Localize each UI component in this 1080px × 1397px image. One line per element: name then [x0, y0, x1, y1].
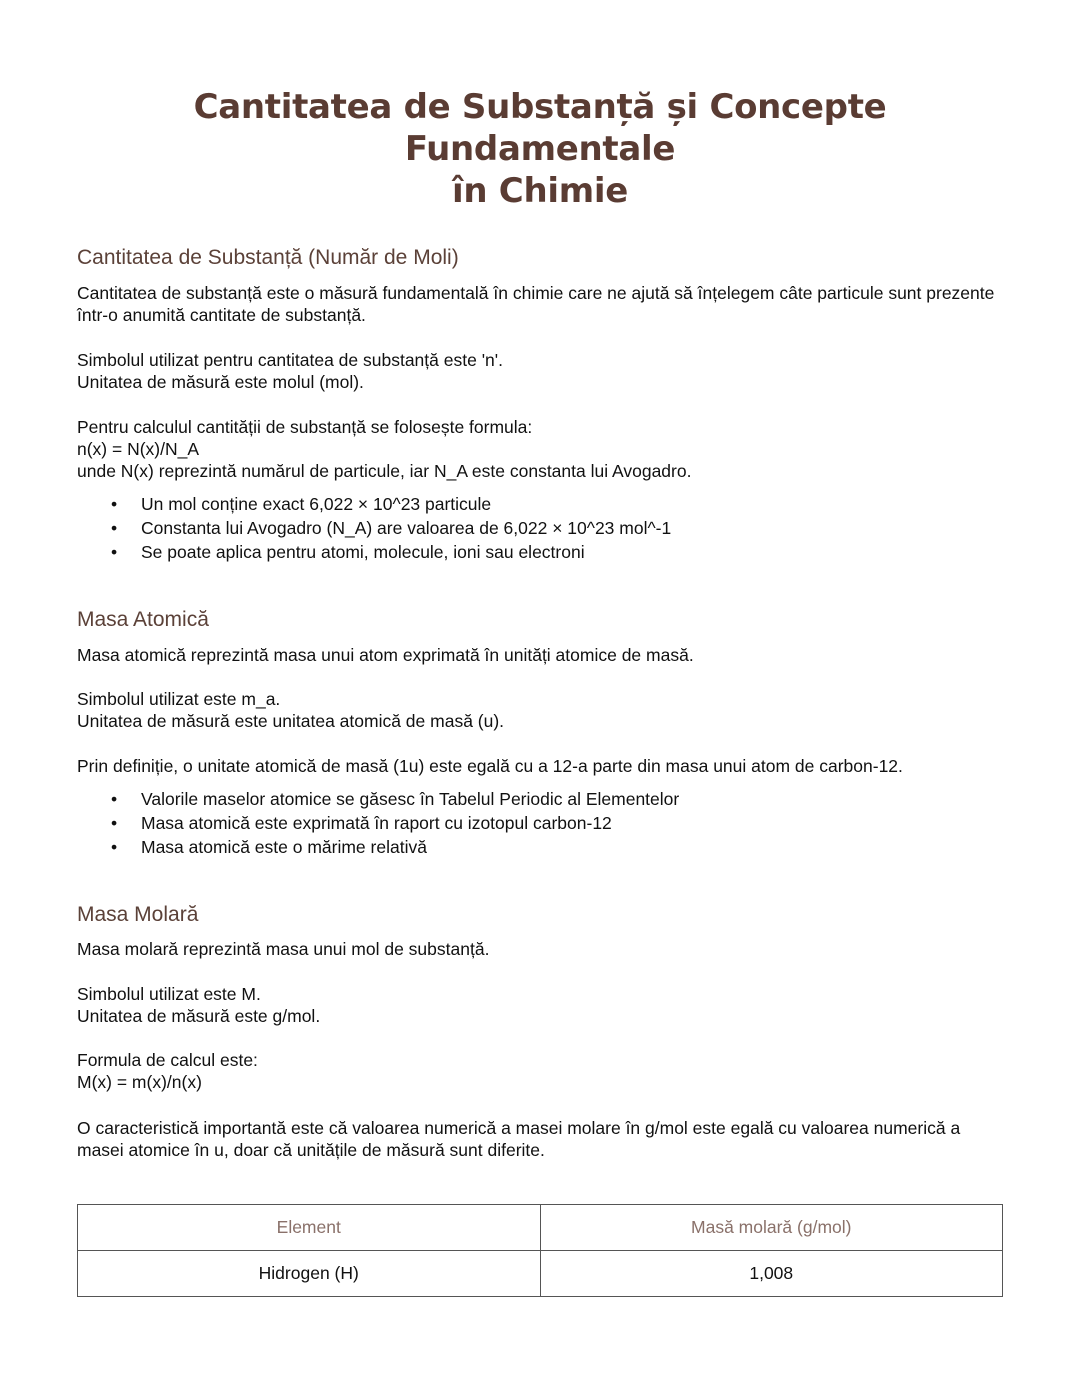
formula: M(x) = m(x)/n(x) [77, 1072, 202, 1092]
list-item-text: Masa atomică este exprimată în raport cu izotopul carbon-12 [141, 813, 612, 833]
section-1-bullet-list [77, 492, 671, 564]
list-item-text: Masa atomică este o mărime relativă [141, 837, 427, 857]
bullet-icon: • [111, 837, 118, 857]
list-item [77, 787, 679, 811]
section-2-intro: Masa atomică reprezintă masa unui atom exprimată în unități atomice de masă. [77, 645, 694, 665]
text-line: Simbolul utilizat este m_a. [77, 689, 281, 709]
text-line: Formula de calcul este: [77, 1050, 258, 1070]
section-3-note [77, 1117, 1017, 1161]
section-3-symbol-unit [77, 983, 1017, 1027]
page-title-line-1: Cantitatea de Substanță și Concepte Fundamentale [193, 87, 887, 169]
section-3-intro: Masa molară reprezintă masa unui mol de substanță. [77, 939, 490, 959]
section-heading-masa-atomica: Masa Atomică [77, 608, 209, 631]
text-line: într-o anumită cantitate de substanță. [77, 305, 366, 325]
list-item-text: Se poate aplica pentru atomi, molecule, ioni sau electroni [141, 542, 585, 562]
section-3-formula [77, 1049, 1017, 1093]
section-1-formula [77, 416, 1017, 482]
section-2-bullet-list [77, 787, 679, 859]
table-cell-molar-mass: 1,008 [540, 1251, 1003, 1297]
column-header-element: Element [78, 1205, 541, 1251]
bullet-icon: • [111, 813, 118, 833]
page-title [60, 86, 1020, 212]
text-line: Simbolul utilizat pentru cantitatea de substanță este 'n'. [77, 350, 503, 370]
table-row [78, 1251, 1003, 1297]
text-line: O caracteristică importantă este că valoarea numerică a masei molare în g/mol este egală cu valoarea numerică a [77, 1118, 961, 1138]
text-line: Unitatea de măsură este unitatea atomică de masă (u). [77, 711, 505, 731]
text-line: unde N(x) reprezintă numărul de particule, iar N_A este constanta lui Avogadro. [77, 461, 692, 481]
section-2-symbol-unit [77, 688, 1017, 732]
bullet-icon: • [111, 494, 118, 514]
table-header-row [78, 1205, 1003, 1251]
text-line: Unitatea de măsură este g/mol. [77, 1006, 321, 1026]
text-line: Simbolul utilizat este M. [77, 984, 261, 1004]
page-title-line-2: în Chimie [452, 171, 628, 211]
list-item [77, 540, 671, 564]
text-line: Pentru calculul cantității de substanță se folosește formula: [77, 417, 533, 437]
list-item [77, 492, 671, 516]
table-cell-element: Hidrogen (H) [78, 1251, 541, 1297]
formula: n(x) = N(x)/N_A [77, 439, 200, 459]
text-line: masei atomice în u, doar că unitățile de măsură sunt diferite. [77, 1140, 545, 1160]
list-item-text: Constanta lui Avogadro (N_A) are valoarea de 6,022 × 10^23 mol^-1 [141, 518, 672, 538]
section-heading-masa-molara: Masa Molară [77, 903, 199, 926]
list-item [77, 811, 679, 835]
bullet-icon: • [111, 789, 118, 809]
bullet-icon: • [111, 518, 118, 538]
list-item [77, 835, 679, 859]
column-header-molar-mass: Masă molară (g/mol) [540, 1205, 1003, 1251]
list-item [77, 516, 671, 540]
list-item-text: Valorile maselor atomice se găsesc în Tabelul Periodic al Elementelor [141, 789, 680, 809]
text-line: Cantitatea de substanță este o măsură fundamentală în chimie care ne ajută să înțelegem câte particule sunt prezente [77, 283, 995, 303]
list-item-text: Un mol conține exact 6,022 × 10^23 particule [141, 494, 492, 514]
text-line: Unitatea de măsură este molul (mol). [77, 372, 364, 392]
section-1-intro [77, 282, 1017, 326]
bullet-icon: • [111, 542, 118, 562]
section-heading-cantitatea: Cantitatea de Substanță (Număr de Moli) [77, 246, 459, 269]
section-1-symbol-unit [77, 349, 1017, 393]
section-2-definition: Prin definiție, o unitate atomică de masă (1u) este egală cu a 12-a parte din masa unui atom de carbon-12. [77, 756, 903, 776]
molar-mass-table [77, 1204, 1003, 1297]
